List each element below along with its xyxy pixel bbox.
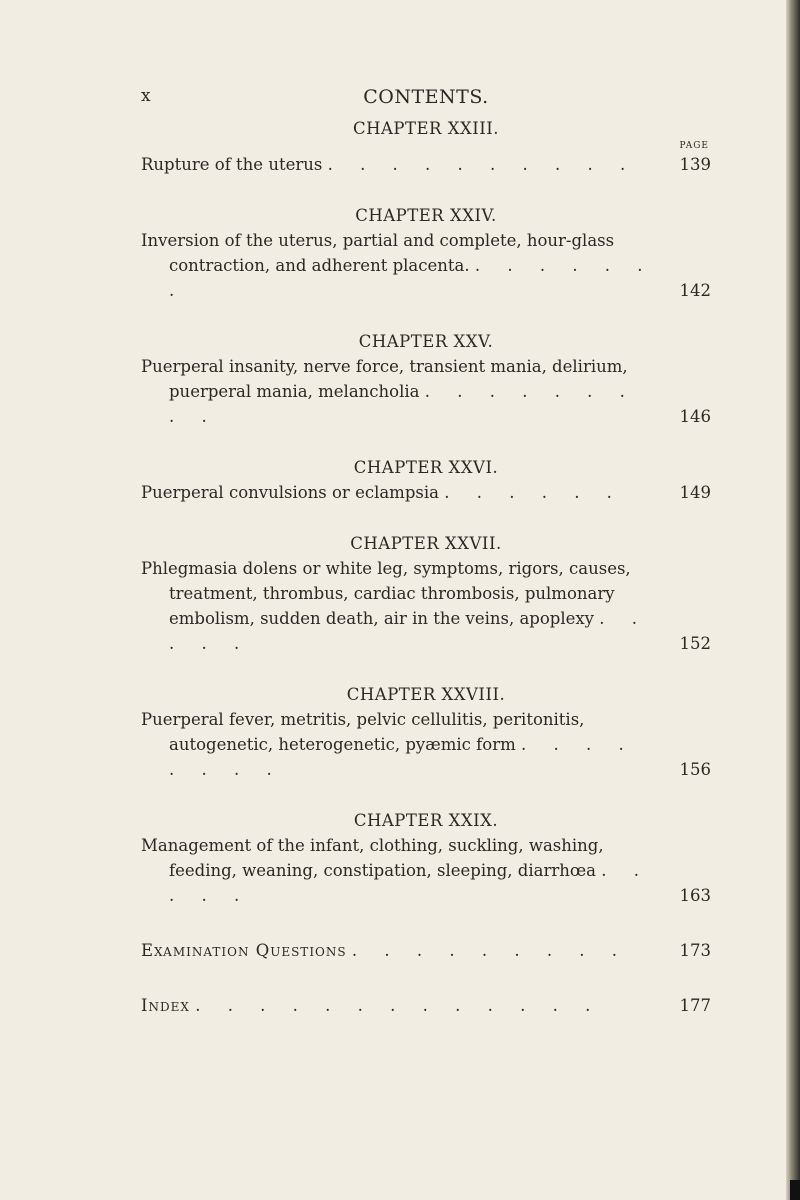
page-number: 149 [679,483,711,502]
toc-entry[interactable] [141,707,711,782]
toc-entry-text [141,938,711,963]
toc-entry[interactable] [141,556,711,656]
chapter-xxv [141,329,711,429]
entry-description: Index [141,996,190,1015]
toc-entry-text [141,354,711,429]
dot-leader: . . . . . [169,609,649,653]
toc-entry-text [141,707,711,782]
page-number: 139 [679,155,711,174]
dot-leader: . . . . . . [444,483,623,502]
entry-description: Inversion of the uterus, partial and complete, hour-glass contraction, and adherent placenta. [141,231,615,275]
toc-entry-text [141,833,711,908]
toc-entry[interactable] [141,228,711,303]
chapter-xxix [141,808,711,908]
chapter-heading: CHAPTER XXIX. [353,811,499,830]
dot-leader: . . . . . . . . [169,735,635,779]
index-section [141,993,711,1018]
entry-description: Management of the infant, clothing, suckling, washing, feeding, weaning, constipation, sleeping, diarrhœa [141,836,604,880]
page-number: 173 [679,941,711,960]
dot-leader: . . . . . . . . . . . . . [195,996,602,1015]
page-edge-tip [790,1180,800,1200]
entry-description: Phlegmasia dolens or white leg, symptoms, rigors, causes, treatment, thrombus, cardiac thrombosis, pulmonary embolism, sudden death, air in the veins, apoplexy [141,559,631,628]
chapter-xxvi [141,455,711,505]
examination-questions-section [141,938,711,963]
chapter-heading: CHAPTER XXIII. [352,119,500,138]
dot-leader: . . . . . . . [169,256,654,300]
page-header [141,86,711,110]
page-number: 152 [679,634,711,653]
page-number: 142 [679,281,711,300]
dot-leader: . . . . . . . . . . [327,155,637,174]
toc-entry-text [141,556,711,656]
table-of-contents [141,116,711,1044]
toc-entry-text [141,228,711,303]
entry-description: Examination Questions [141,941,347,960]
page-edge-shadow [786,0,800,1200]
toc-entry-text [141,993,711,1018]
dot-leader: . . . . . . . . . [169,382,636,426]
chapter-xxiii [141,116,711,177]
running-title: CONTENTS. [363,86,489,108]
toc-entry[interactable] [141,480,711,505]
page-column-label: PAGE [679,141,709,151]
page-number: 156 [679,760,711,779]
chapter-heading: CHAPTER XXIV. [355,206,497,225]
chapter-heading: CHAPTER XXVIII. [346,685,506,704]
page-folio: x [141,86,151,106]
entry-description: Rupture of the uterus [141,155,323,174]
page-number: 146 [679,407,711,426]
entry-description: Puerperal fever, metritis, pelvic cellulitis, peritonitis, autogenetic, heterogenetic, pyæmic form [141,710,585,754]
page-number: 163 [679,886,711,905]
chapter-heading: CHAPTER XXV. [358,332,494,351]
toc-entry[interactable] [141,152,711,177]
toc-entry-examination-questions[interactable] [141,938,711,963]
chapter-heading: CHAPTER XXVII. [350,534,502,553]
dot-leader: . . . . . [169,861,651,905]
toc-entry[interactable] [141,833,711,908]
chapter-xxiv [141,203,711,303]
entry-description: Puerperal convulsions or eclampsia [141,483,439,502]
entry-description: Puerperal insanity, nerve force, transient mania, delirium, puerperal mania, melancholia [141,357,628,401]
page-number: 177 [679,996,711,1015]
chapter-xxvii [141,531,711,656]
toc-entry-index[interactable] [141,993,711,1018]
dot-leader: . . . . . . . . . [351,941,629,960]
toc-entry[interactable] [141,354,711,429]
toc-entry-text [141,152,711,177]
toc-entry-text [141,480,711,505]
chapter-heading: CHAPTER XXVI. [353,458,499,477]
chapter-xxviii [141,682,711,782]
